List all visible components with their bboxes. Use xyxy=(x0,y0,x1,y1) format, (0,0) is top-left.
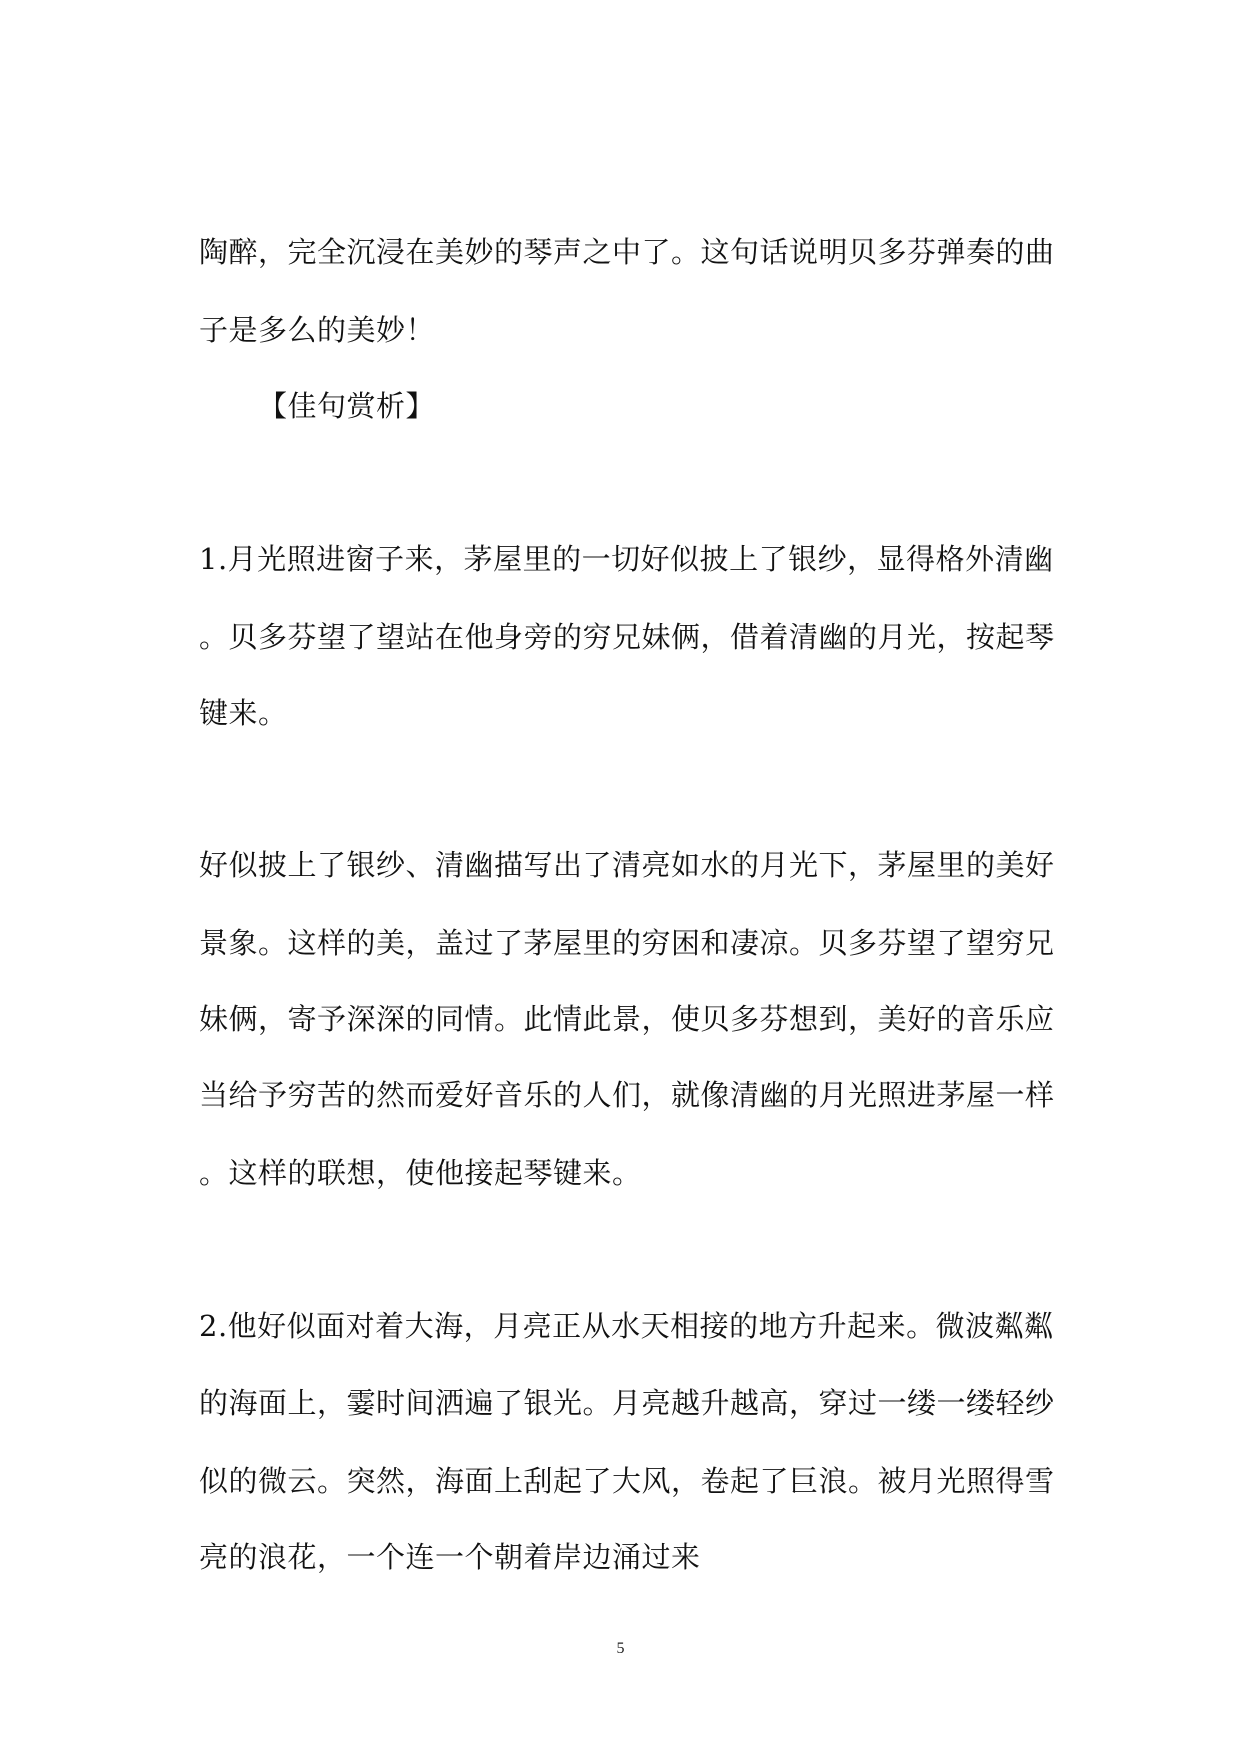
text-line: 亮的浪花，一个连一个朝着岸边涌过来 xyxy=(199,1540,701,1574)
text-line: 键来。 xyxy=(199,696,288,730)
text-line: 好似披上了银纱、清幽描写出了清亮如水的月光下，茅屋里的美好 xyxy=(199,848,1055,882)
text-line: 2.他好似面对着大海，月亮正从水天相接的地方升起来。微波粼粼 xyxy=(199,1309,1054,1343)
section-heading: 【佳句赏析】 xyxy=(258,389,436,423)
page-number: 5 xyxy=(616,1640,625,1657)
text-line: 1.月光照进窗子来，茅屋里的一切好似披上了银纱，显得格外清幽 xyxy=(199,542,1054,576)
text-line: 似的微云。突然，海面上刮起了大风，卷起了巨浪。被月光照得雪 xyxy=(199,1464,1055,1498)
text-line: 。贝多芬望了望站在他身旁的穷兄妹俩，借着清幽的月光，按起琴 xyxy=(199,620,1055,654)
text-line: 景象。这样的美，盖过了茅屋里的穷困和凄凉。贝多芬望了望穷兄 xyxy=(199,926,1055,960)
text-line: 的海面上，霎时间洒遍了银光。月亮越升越高，穿过一缕一缕轻纱 xyxy=(199,1386,1055,1420)
text-line: 子是多么的美妙！ xyxy=(199,313,436,347)
text-line: 陶醉，完全沉浸在美妙的琴声之中了。这句话说明贝多芬弹奏的曲 xyxy=(199,235,1055,269)
text-line: 。这样的联想，使他接起琴键来。 xyxy=(199,1156,642,1190)
text-line: 当给予穷苦的然而爱好音乐的人们，就像清幽的月光照进茅屋一样 xyxy=(199,1078,1055,1112)
text-line: 妹俩，寄予深深的同情。此情此景，使贝多芬想到，美好的音乐应 xyxy=(199,1002,1055,1036)
